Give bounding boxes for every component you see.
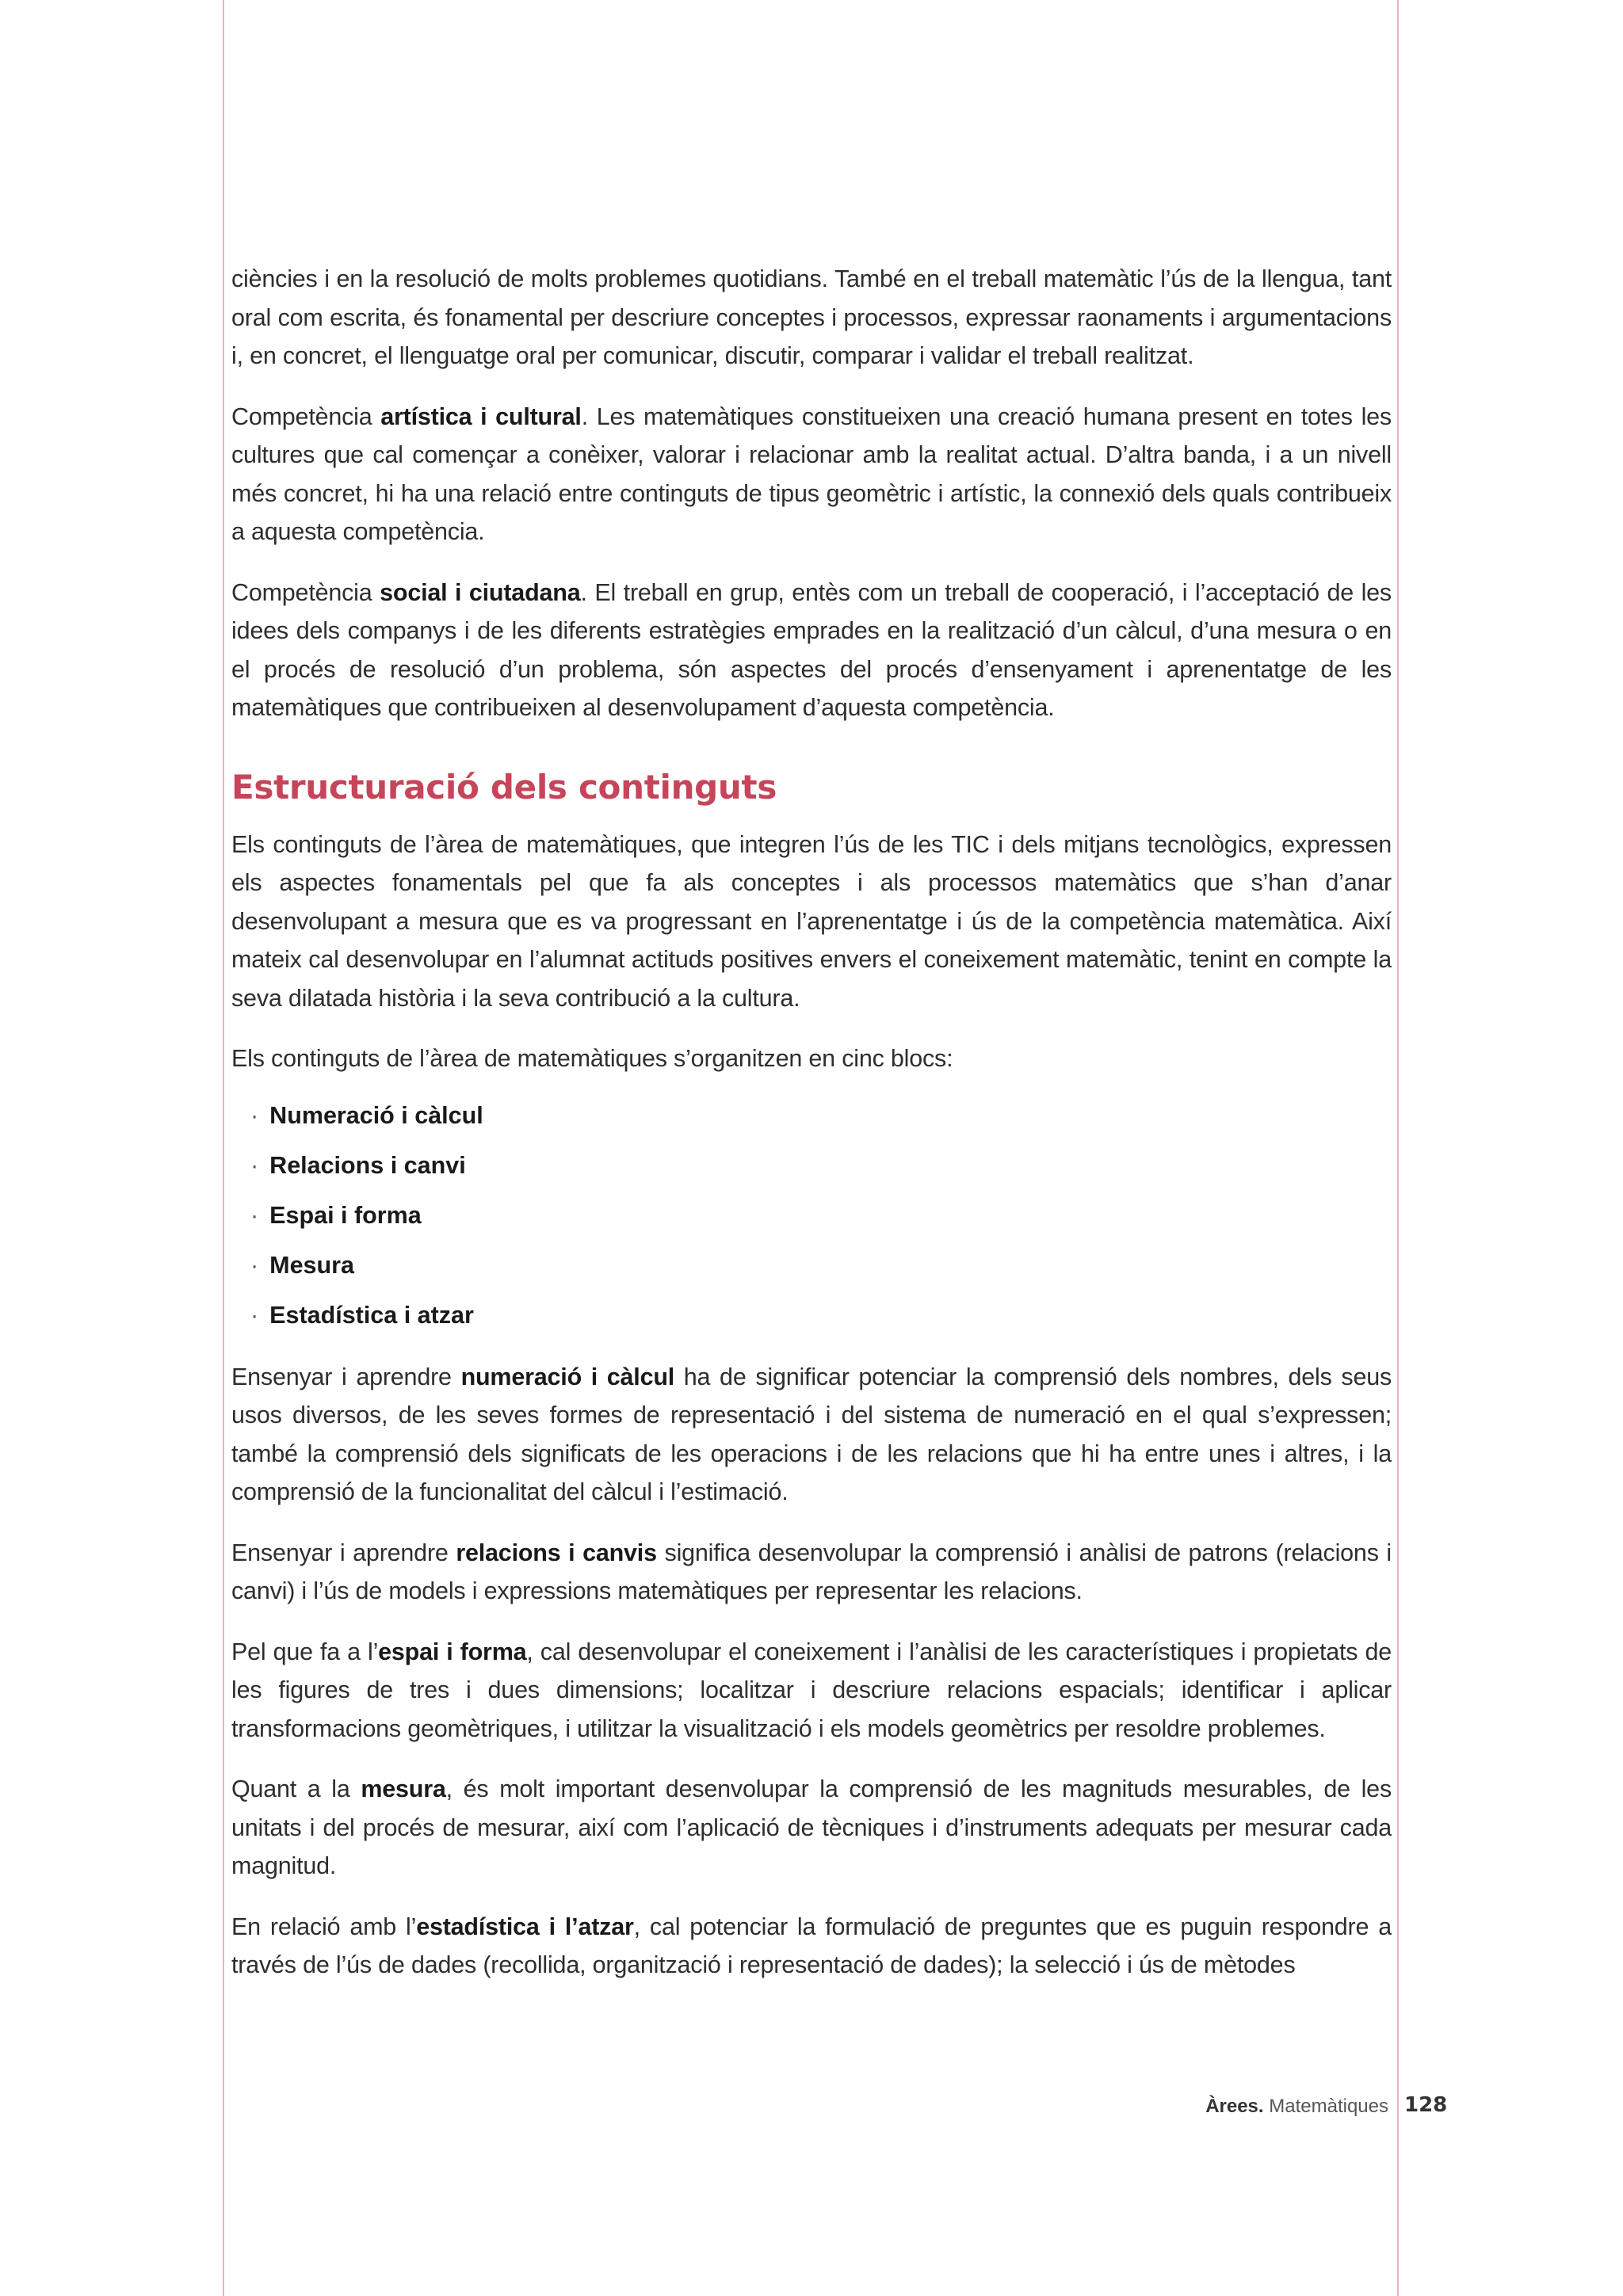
text-run: Ensenyar i aprendre [231, 1363, 461, 1390]
paragraph-contents-intro: Els continguts de l’àrea de matemàtiques, que integren l’ús de les TIC i dels mitjans tecnològics, expressen els aspectes fonamentals pel que fa als conceptes i als processos matemàtics que s’han d’anar desenvolupant a mesura que es va progressant en l’aprenentatge i ús de la competència matemàtica. Així mateix cal desenvolupar en l’alumnat actituds positives envers el coneixement matemàtic, tenint en compte la seva dilatada història i la seva contribució a la cultura. [231, 830, 1392, 1012]
list-item [250, 1191, 1392, 1241]
page-body [231, 260, 1392, 2007]
bullet-dot: · [250, 1301, 259, 1329]
text-run: , és molt important desenvolupar la comprensió de les magnituds mesurables, de les unitats i del procés de mesurar, així com l’aplicació de tècniques i d’instruments adequats per mesurar cada magnitud. [231, 1775, 1392, 1879]
text-run: , cal desenvolupar el coneixement i l’anàlisi de les característiques i propietats de les figures de tres i dues dimensions; localitzar i descriure relacions espacials; identificar i aplicar transformacions geomètriques, i utilitzar la visualització i els models geomètrics per resoldre problemes. [231, 1638, 1392, 1742]
text-run: Quant a la [231, 1775, 361, 1802]
bold-term: estadística i l’atzar [416, 1913, 634, 1940]
text-run: Competència [231, 402, 381, 430]
bold-term: mesura [361, 1775, 446, 1802]
paragraph-social-competence [231, 574, 1392, 727]
list-item-label: Estadística i atzar [269, 1301, 474, 1329]
text-run: Ensenyar i aprendre [231, 1539, 456, 1566]
paragraph-relations [231, 1534, 1392, 1611]
text-run: Pel que fa a l’ [231, 1638, 379, 1665]
paragraph-statistics [231, 1908, 1392, 1985]
list-item [250, 1091, 1392, 1141]
text-run: , cal potenciar la formulació de preguntes que es puguin respondre a través de l’ús de dades (recollida, organització i representació de dades); la selecció i ús de mètodes [231, 1913, 1392, 1978]
list-item [250, 1241, 1392, 1291]
text-run: En relació amb l’ [231, 1913, 417, 1940]
list-item-label: Relacions i canvi [269, 1151, 466, 1179]
paragraph-blocks-intro: Els continguts de l’àrea de matemàtiques s’organitzen en cinc blocs: [231, 1045, 953, 1072]
list-item-label: Numeració i càlcul [269, 1101, 483, 1129]
blocks-list [231, 1091, 1392, 1341]
list-item-label: Espai i forma [269, 1201, 422, 1229]
paragraph-space-shape [231, 1633, 1392, 1749]
bullet-dot: · [250, 1251, 259, 1279]
running-footer [1109, 2095, 1388, 2119]
bold-term: artística i cultural [380, 402, 582, 430]
section-heading: Estructuració dels continguts [231, 767, 777, 807]
right-margin-rule [1397, 0, 1399, 2296]
paragraph-numeracy [231, 1358, 1392, 1512]
bold-term: social i ciutadana [380, 578, 581, 606]
list-item [250, 1141, 1392, 1191]
page-number: 128 [1404, 2093, 1448, 2117]
footer-subject: Matemàtiques [1269, 2096, 1388, 2117]
bold-term: numeració i càlcul [460, 1363, 675, 1390]
left-margin-rule [223, 0, 224, 2296]
bold-term: espai i forma [378, 1638, 527, 1665]
paragraph-measure [231, 1770, 1392, 1886]
bullet-dot: · [250, 1151, 259, 1179]
text-run: significa desenvolupar la comprensió i anàlisi de patrons (relacions i canvi) i l’ús de models i expressions matemàtiques per representar les relacions. [231, 1539, 1392, 1604]
text-run: ha de significar potenciar la comprensió dels nombres, dels seus usos diversos, de les seves formes de representació i del sistema de numeració en el qual s’expressen; també la comprensió dels significats de les operacions i de les relacions que hi ha entre unes i altres, i la comprensió de la funcionalitat del càlcul i l’estimació. [231, 1363, 1392, 1505]
text-run: . Les matemàtiques constitueixen una creació humana present en totes les cultures que cal començar a conèixer, valorar i relacionar amb la realitat actual. D’altra banda, i a un nivell més concret, hi ha una relació entre continguts de tipus geomètric i artístic, la connexió dels quals contribueix a aquesta competència. [231, 402, 1392, 545]
bold-term: relacions i canvis [456, 1539, 657, 1566]
footer-section: Àrees. [1205, 2096, 1264, 2117]
list-item-label: Mesura [269, 1251, 354, 1279]
paragraph-artistic-competence [231, 398, 1392, 551]
list-item [250, 1291, 1392, 1341]
text-run: . El treball en grup, entès com un treball de cooperació, i l’acceptació de les idees dels companys i de les diferents estratègies emprades en la realització d’un càlcul, d’una mesura o en el procés de resolució d’un problema, són aspectes del procés d’ensenyament i aprenentatge de les matemàtiques que contribueixen al desenvolupament d’aquesta competència. [231, 578, 1392, 721]
bullet-dot: · [250, 1101, 259, 1129]
paragraph-linguistic-continuation: ciències i en la resolució de molts problemes quotidians. També en el treball matemàtic l’ús de la llengua, tant oral com escrita, és fonamental per descriure conceptes i processos, expressar raonaments i argumentacions i, en concret, el llenguatge oral per comunicar, discutir, comparar i validar el treball realitzat. [231, 265, 1392, 369]
text-run: Competència [231, 578, 380, 606]
bullet-dot: · [250, 1201, 259, 1229]
